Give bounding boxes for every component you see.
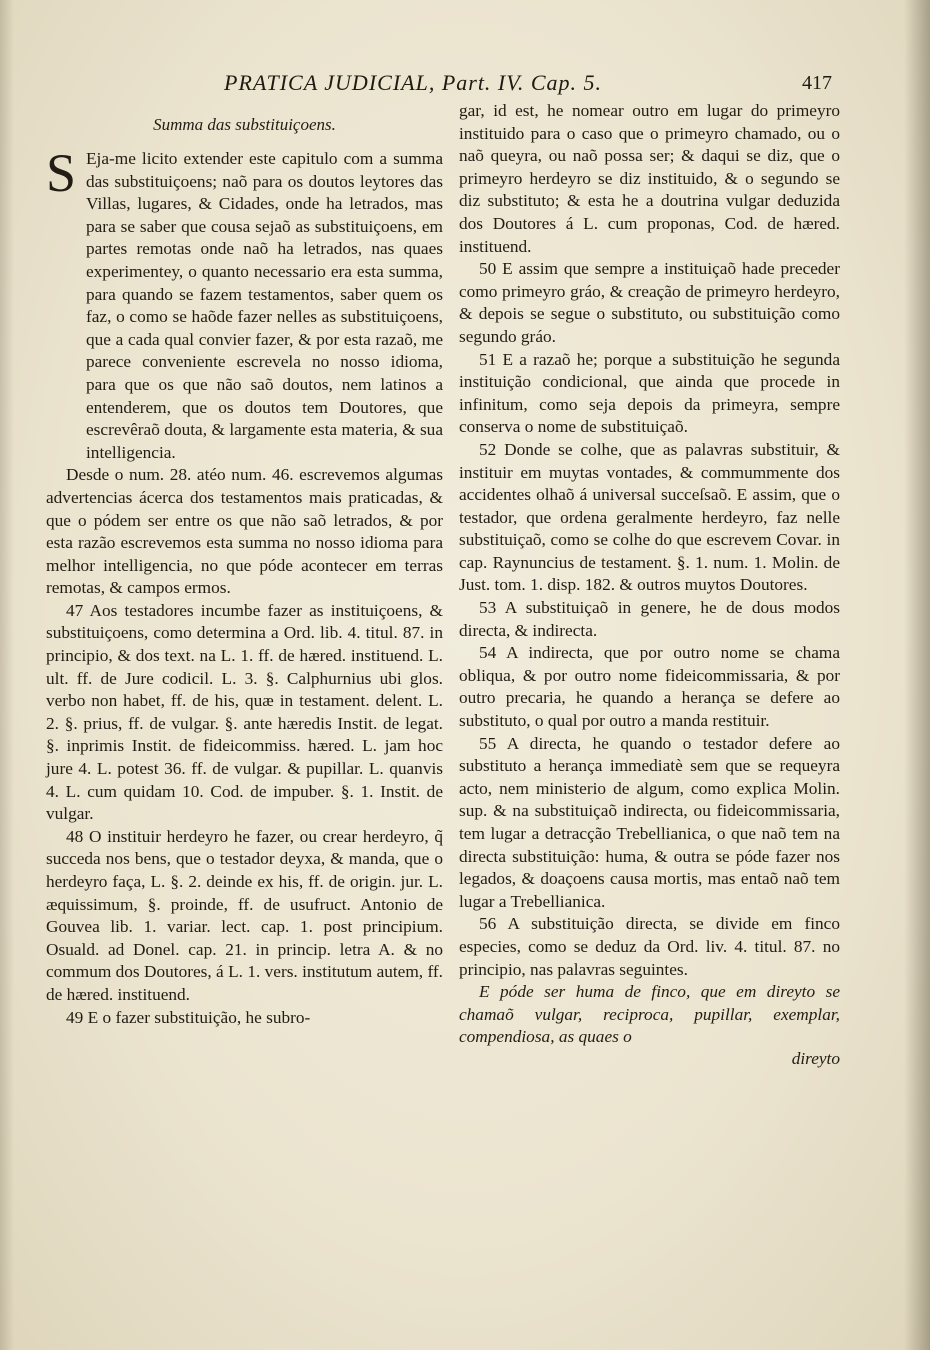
section-title: Summa das substituiçoens.	[153, 115, 336, 134]
page-header	[0, 70, 930, 100]
paragraph-55: 55 A directa, he quando o testador defere ao substituto a herança immediatè sem que se requeyra acto, nem ministerio de algum, como explica Molin. sup. & na substituiçaõ indirecta, ou fideicommissaria, tem lugar a detracção Trebellianica, o que naõ tem na directa substituição: huma, & outra se póde fazer nos legados, & doaçoens causa mortis, mas entaõ naõ tem lugar a Trebellianica.	[459, 733, 840, 911]
page-number: 417	[802, 72, 832, 94]
opening-paragraph	[46, 143, 443, 464]
paragraph-47: 47 Aos testadores incumbe fazer as instituiçoens, & substituiçoens, como determina a Ord. lib. 4. titul. 87. in principio, & dos text. na L. 1. ff. de hæred. instituend. L. ult. ff. de Jure codicil. L. 3. §. Calphurnius ubi glos. verbo non habet, ff. de his, quæ in testament. delent. L. 2. §. prius, ff. de vulgar. §. ante hæredis Instit. de legat. §. inprimis Instit. de fideicommiss. hæred. L. jam hoc jure 4. L. potest 36. ff. de vulgar. & pupillar. L. quanvis 4. L. cum quidam 10. Cod. de impuber. §. 1. Instit. de vulgar.	[46, 600, 443, 824]
left-column	[46, 100, 443, 1029]
paragraph-51: 51 E a razaõ he; porque a substituição he segunda instituição condicional, que ainda que procede in infinitum, como seja depois da primeyra, sempre conserva o nome de substituiçaõ.	[459, 349, 840, 437]
drop-cap: S	[46, 143, 77, 203]
catchword: direyto	[791, 1049, 840, 1069]
paragraph-53: 53 A substituiçaõ in genere, he de dous modos directa, & indirecta.	[459, 598, 840, 640]
paragraph-48: 48 O instituir herdeyro he fazer, ou crear herdeyro, q̃ succeda nos bens, que o testador deyxa, & manda, que o herdeyro faça, L. §. 2. deinde ex his, ff. de origin. jur. L. æquissimum, §. proinde, ff. de usufruct. Antonio de Gouvea lib. 1. variar. lect. cap. 1. post principium. Osuald. ad Donel. cap. 21. in princip. letra A. & no commum dos Doutores, á L. 1. vers. institutum autem, ff. de hæred. instituend.	[46, 826, 443, 1004]
gutter-shadow	[0, 0, 14, 1350]
right-column	[459, 100, 840, 1071]
quotation-paragraph	[459, 981, 840, 1071]
quotation-text: E póde ser huma de finco, que em direyto se chamaõ vulgar, reciproca, pupillar, exemplar, compendiosa, as quaes o	[459, 982, 840, 1047]
paragraph-54: 54 A indirecta, que por outro nome se chama obliqua, & por outro nome fideicommissaria, & por outro precaria, he quando a herança se defere ao substituto, o qual por outro a manda restituir.	[459, 643, 840, 731]
paragraph-continuation: gar, id est, he nomear outro em lugar do primeyro instituido para o caso que o primeyro chamado, ou o naõ queyra, ou naõ possa ser; & daqui se diz, que o primeyro herdeyro se diz instituido, & o segundo se diz substituto; & esta he a doutrina vulgar deduzida dos Doutores á L. cum proponas, Cod. de hæred. instituend.	[459, 101, 840, 256]
page-edge-shadow	[904, 0, 930, 1350]
paragraph-52: 52 Donde se colhe, que as palavras substituir, & instituir em muytas vontades, & commummente dos accidentes olhaõ á universal succeſsaõ. E assim, que o testador, que ordena geralmente herdeyro, faz nelle substituiçaõ, como se colhe do que escrevem Covar. in cap. Raynuncius de testament. §. 1. num. 1. Molin. de Just. tom. 1. disp. 182. & outros muytos Doutores.	[459, 439, 840, 595]
paragraph: Desde o num. 28. atéo num. 46. escrevemos algumas advertencias ácerca dos testamentos mais praticadas, & que o pódem ser entre os que não saõ letrados, & por esta razão escrevemos esta summa no nosso idioma para melhor intelligencia, no que póde acontecer em terras remotas, & campos ermos.	[46, 465, 443, 598]
paragraph-text: Eja-me licito extender este capitulo com a summa das substituiçoens; naõ para os doutos leytores das Villas, lugares, & Cidades, onde ha letrados, mas para se saber que cousa sejaõ as substituiçoens, em partes remotas onde naõ ha letrados, nas quaes experimentey, o quanto necessario era esta summa, para quando se fazem testamentos, saber quem os faz, o como se haõde fazer nelles as substituiçoens, que a cada qual convier fazer, & por esta razaõ, me parece conveniente escrevela no nosso idioma, para que os que não saõ doutos, nem latinos a entenderem, que os doutos tem Doutores, que escrevêraõ douta, & largamente esta materia, & sua intelligencia.	[86, 149, 443, 462]
paragraph-56: 56 A substituição directa, se divide em finco especies, como se deduz da Ord. liv. 4. titul. 87. no principio, nas palavras seguintes.	[459, 914, 840, 979]
paragraph-50: 50 E assim que sempre a instituiçaõ hade preceder como primeyro gráo, & creação de primeyro herdeyro, & depois se segue o substituto, ou substituição como segundo gráo.	[459, 259, 840, 346]
running-title: PRATICA JUDICIAL, Part. IV. Cap. 5.	[224, 70, 603, 95]
paragraph-49: 49 E o fazer substituição, he subro-	[66, 1007, 311, 1027]
